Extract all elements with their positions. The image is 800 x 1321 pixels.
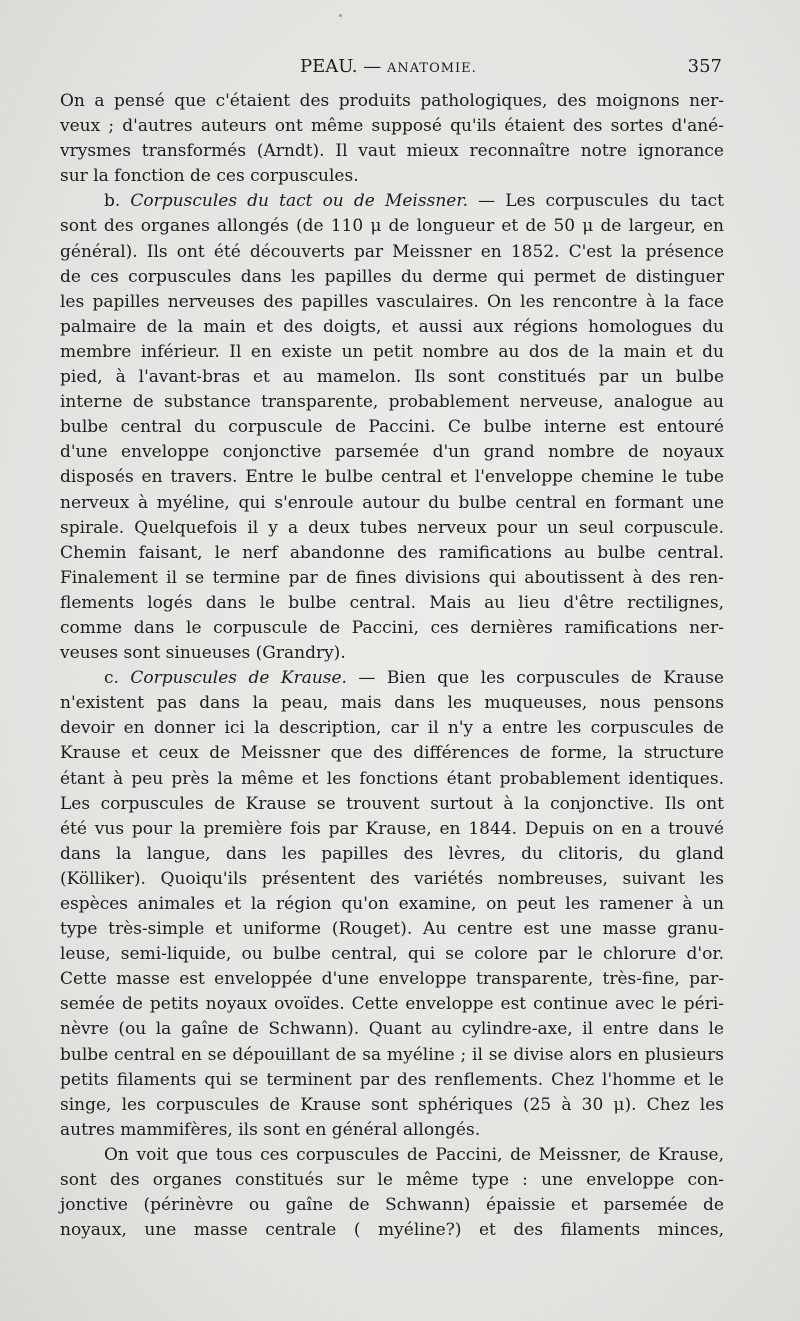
text-line: Krause et ceux de Meissner que des différences de forme, la structure [60,743,724,764]
text-line: veuses sont sinueuses (Grandry). [60,643,346,664]
text-line: type très-simple et uniforme (Rouget). Au centre est une masse granu- [60,919,724,940]
text-line: pied, à l'avant-bras et au mamelon. Ils sont constitués par un bulbe [60,367,724,388]
text-line: c. Corpuscules de Krause. — Bien que les corpuscules de Krause [104,668,724,689]
text-line: Les corpuscules de Krause se trouvent surtout à la conjonctive. Ils ont [60,793,724,814]
text-line: sont des organes constitués sur le même type : une enveloppe con- [60,1170,724,1191]
text-line: semée de petits noyaux ovoïdes. Cette enveloppe est continue avec le péri- [60,994,724,1015]
text-line: les papilles nerveuses des papilles vasculaires. On les rencontre à la face [60,291,724,312]
body-text [60,89,724,1243]
running-title [300,56,477,77]
text-line: flements logés dans le bulbe central. Mais au lieu d'être rectilignes, [60,592,724,613]
text-line: palmaire de la main et des doigts, et aussi aux régions homologues du [60,316,724,337]
text-line: disposés en travers. Entre le bulbe central et l'enveloppe chemine le tube [60,467,724,488]
text-line: comme dans le corpuscule de Paccini, ces dernières ramifications ner- [60,617,724,638]
text-line: (Kölliker). Quoiqu'ils présentent des variétés nombreuses, suivant les [60,868,724,889]
text-line: noyaux, une masse centrale ( myéline?) et des filaments minces, [60,1220,724,1241]
text-line: interne de substance transparente, probablement nerveuse, analogue au [60,392,724,413]
section-heading: Corpuscules du tact ou de Meissner. [130,191,468,212]
text-line: dans la langue, dans les papilles des lèvres, du clitoris, du gland [60,843,724,864]
text-line: On a pensé que c'étaient des produits pathologiques, des moignons ner- [60,91,724,111]
text-line: étant à peu près la même et les fonctions étant probablement identiques. [60,768,724,789]
text-line: On voit que tous ces corpuscules de Paccini, de Meissner, de Krause, [104,1144,724,1165]
text-line: b. Corpuscules du tact ou de Meissner. — Les corpuscules du tact [104,191,725,212]
text-line: Finalement il se termine par de fines divisions qui aboutissent à des ren- [60,567,724,588]
running-title-main: PEAU. — [300,56,382,77]
text-line: vrysmes transformés (Arndt). Il vaut mieux reconnaître notre ignorance [60,141,724,162]
running-title-section: ANATOMIE. [386,61,477,76]
print-speck [339,14,342,17]
text-line: de ces corpuscules dans les papilles du derme qui permet de distinguer [60,266,724,287]
text-line: bulbe central en se dépouillant de sa myéline ; il se divise alors en plusieurs [60,1044,724,1065]
text-line: sont des organes allongés (de 110 μ de longueur et de 50 μ de largeur, en [60,216,724,237]
text-line: espèces animales et la région qu'on examine, on peut les ramener à un [60,894,724,914]
text-line: veux ; d'autres auteurs ont même supposé qu'ils étaient des sortes d'ané- [60,116,724,137]
text-line: leuse, semi-liquide, ou bulbe central, qui se colore par le chlorure d'or. [60,944,724,965]
text-line: n'existent pas dans la peau, mais dans les muqueuses, nous pensons [60,693,724,714]
text-line: d'une enveloppe conjonctive parsemée d'un grand nombre de noyaux [60,442,724,463]
text-line: nèvre (ou la gaîne de Schwann). Quant au cylindre-axe, il entre dans le [60,1019,724,1040]
text-line: membre inférieur. Il en existe un petit nombre au dos de la main et du [60,341,724,362]
text-line: Chemin faisant, le nerf abandonne des ramifications au bulbe central. [60,542,724,563]
text-line: jonctive (périnèvre ou gaîne de Schwann) épaissie et parsemée de [60,1195,724,1216]
page-number: 357 [687,56,722,77]
text-line: bulbe central du corpuscule de Paccini. Ce bulbe interne est entouré [60,417,724,438]
text-line: autres mammifères, ils sont en général allongés. [60,1119,481,1140]
text-line: été vus pour la première fois par Krause, en 1844. Depuis on en a trouvé [60,818,724,839]
text-line: nerveux à myéline, qui s'enroule autour du bulbe central en formant une [60,492,724,513]
text-line: devoir en donner ici la description, car il n'y a entre les corpuscules de [60,718,724,739]
running-header [60,56,724,84]
text-line: sur la fonction de ces corpuscules. [60,166,359,187]
text-line: général). Ils ont été découverts par Meissner en 1852. C'est la présence [60,241,724,262]
text-line: spirale. Quelquefois il y a deux tubes nerveux pour un seul corpuscule. [60,517,724,538]
text-line: Cette masse est enveloppée d'une enveloppe transparente, très-fine, par- [60,969,724,990]
text-line: petits filaments qui se terminent par des renflements. Chez l'homme et le [60,1069,724,1090]
text-line: singe, les corpuscules de Krause sont sphériques (25 à 30 μ). Chez les [60,1094,724,1115]
section-heading: Corpuscules de Krause. [130,668,347,689]
